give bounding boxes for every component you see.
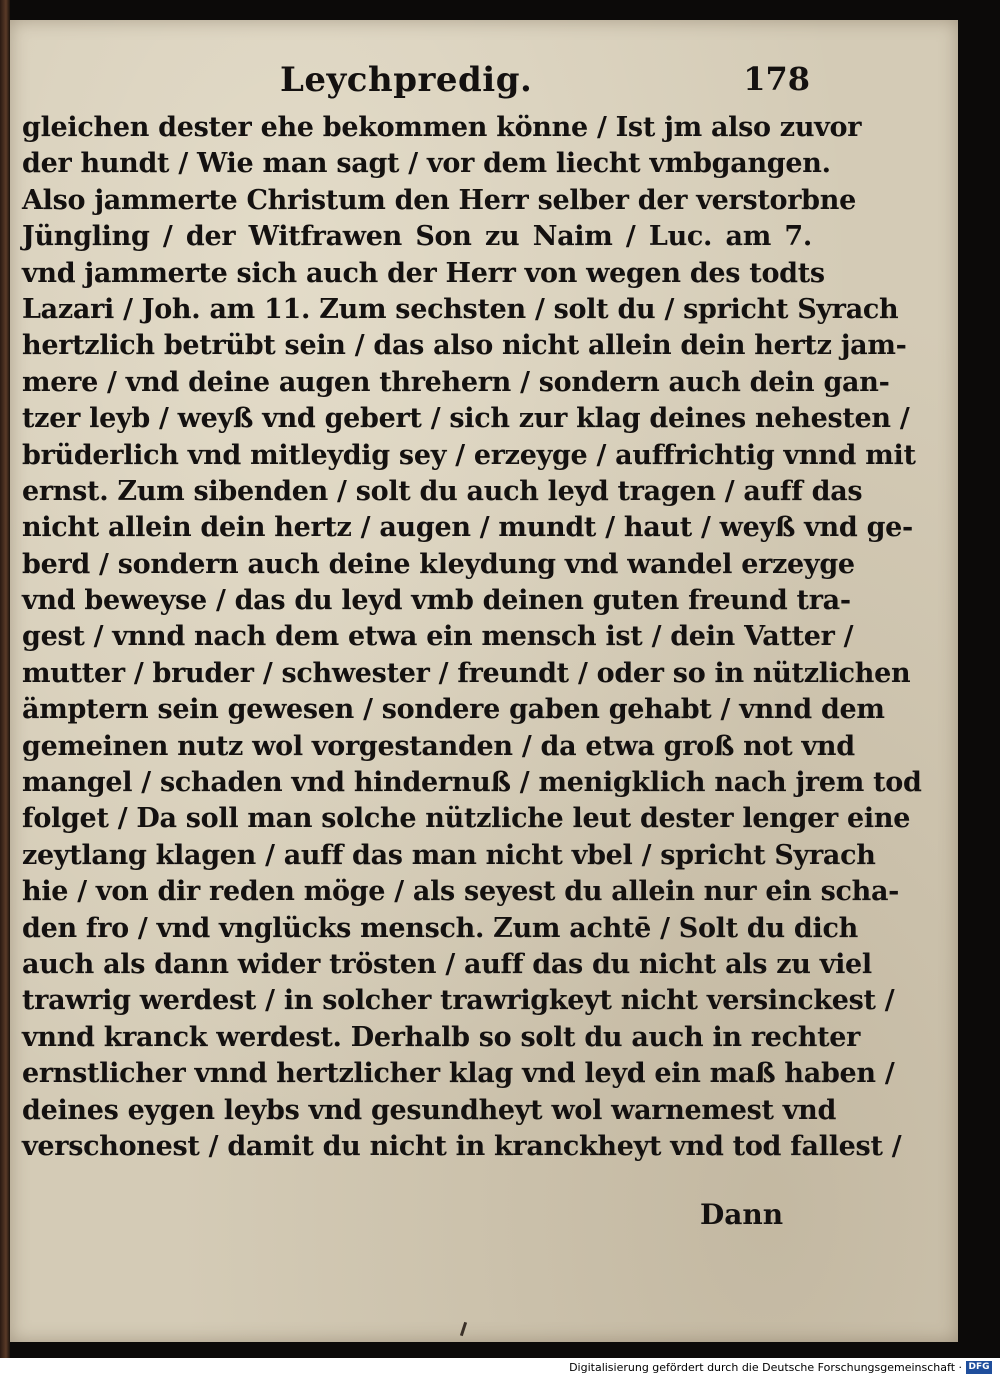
text-line: brüderlich vnd mitleydig sey / erzeyge / auffrichtig vnnd mit <box>22 439 916 471</box>
text-line: hertzlich betrübt sein / das also nicht allein dein hertz jam- <box>22 330 907 362</box>
text-line: trawrig werdest / in solcher trawrigkeyt nicht versinckest / <box>22 985 895 1017</box>
text-line: Also jammerte Christum den Herr selber der verstorbne <box>22 184 856 216</box>
text-line: Lazari / Joh. am 11. Zum sechsten / solt du / spricht Syrach <box>22 293 899 325</box>
text-line: den fro / vnd vnglücks mensch. Zum achtē / Solt du dich <box>22 912 858 944</box>
body-text <box>22 110 922 1165</box>
book-spine-edge <box>0 0 10 1358</box>
text-line: ämptern sein gewesen / sondere gaben gehabt / vnnd dem <box>22 694 885 726</box>
text-line: tzer leyb / weyß vnd gebert / sich zur klag deines nehesten / <box>22 403 910 435</box>
text-line: mere / vnd deine augen threhern / sondern auch dein gan- <box>22 366 890 398</box>
text-line: gest / vnnd nach dem etwa ein mensch ist / dein Vatter / <box>22 621 854 653</box>
dfg-logo-icon: DFG <box>966 1361 992 1374</box>
text-line: mutter / bruder / schwester / freundt / oder so in nützlichen <box>22 657 911 689</box>
text-line: gleichen dester ehe bekommen könne / Ist jm also zuvor <box>22 112 862 143</box>
text-line: auch als dann wider trösten / auff das du nicht als zu viel <box>22 948 872 980</box>
page-number: 178 <box>743 60 810 98</box>
text-line: hie / von dir reden möge / als seyest du allein nur ein scha- <box>22 876 900 908</box>
text-line: nicht allein dein hertz / augen / mundt / haut / weyß vnd ge- <box>22 512 913 544</box>
text-line: vnnd kranck werdest. Derhalb so solt du auch in rechter <box>22 1021 861 1053</box>
text-line: mangel / schaden vnd hindernuß / menigklich nach jrem tod <box>22 767 922 799</box>
text-line: verschonest / damit du nicht in kranckheyt vnd tod fallest / <box>22 1130 902 1162</box>
footer-credit: Digitalisierung gefördert durch die Deutsche Forschungsgemeinschaft · <box>569 1361 962 1374</box>
text-line: ernstlicher vnnd hertzlicher klag vnd leyd ein maß haben / <box>22 1058 895 1090</box>
text-line: ernst. Zum sibenden / solt du auch leyd tragen / auff das <box>22 475 863 507</box>
text-line: Jüngling / der Witfrawen Son zu Naim / Luc. am 7. <box>22 221 812 253</box>
text-line: berd / sondern auch deine kleydung vnd wandel erzeyge <box>22 548 855 580</box>
catchword: Dann <box>700 1198 784 1231</box>
text-line: der hundt / Wie man sagt / vor dem liecht vmbgangen. <box>22 148 831 180</box>
text-line: folget / Da soll man solche nützliche leut dester lenger eine <box>22 803 911 835</box>
text-line: gemeinen nutz wol vorgestanden / da etwa groß not vnd <box>22 730 855 762</box>
running-title: Leychpredig. <box>280 60 533 100</box>
text-line: deines eygen leybs vnd gesundheyt wol warnemest vnd <box>22 1094 837 1126</box>
text-line: zeytlang klagen / auff das man nicht vbel / spricht Syrach <box>22 839 876 871</box>
text-line: vnd beweyse / das du leyd vmb deinen guten freund tra- <box>22 585 851 617</box>
footer-bar <box>0 1358 1000 1378</box>
text-line: vnd jammerte sich auch der Herr von wegen des todts <box>22 257 825 289</box>
